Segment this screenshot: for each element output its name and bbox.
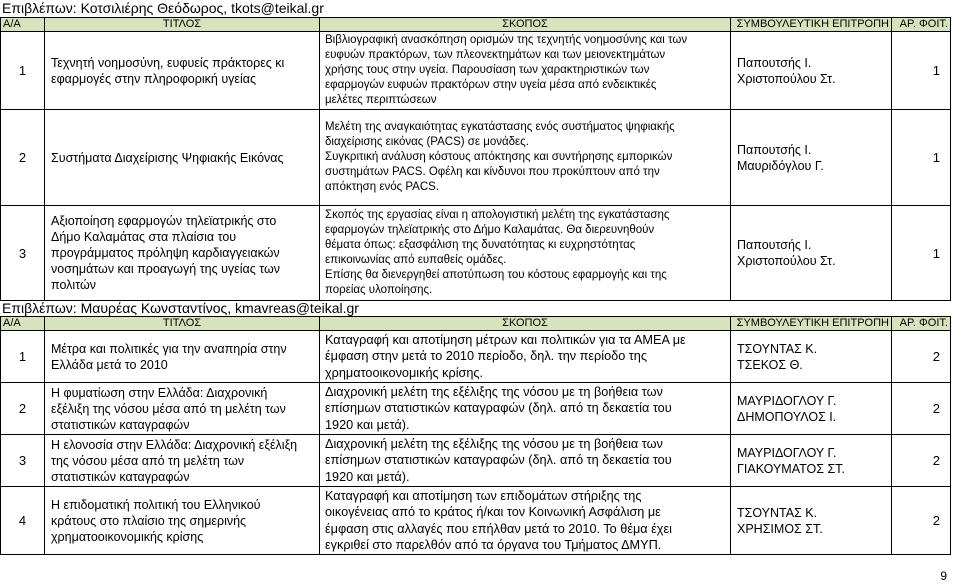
purpose-line: διαχείρισης εικόνας (PACS) σε μονάδες. <box>325 136 529 148</box>
thesis-title <box>45 383 320 435</box>
committee-line: Χριστοπούλου Στ. <box>737 71 836 86</box>
table-row <box>1 383 951 435</box>
header-count: ΑΡ. ΦΟΙΤ. <box>892 18 951 32</box>
thesis-purpose <box>320 487 731 555</box>
table-row <box>1 206 951 301</box>
purpose-line: Διαχρονική μελέτη της εξέλιξης της νόσου με τη βοήθεια των <box>325 437 663 452</box>
committee-line: ΤΣΟΥΝΤΑΣ Κ. <box>737 341 818 356</box>
purpose-line: Διαχρονική μελέτη της εξέλιξης της νόσου με τη βοήθεια των <box>325 385 663 400</box>
student-count: 2 <box>892 331 951 383</box>
purpose-line: Βιβλιογραφική ανασκόπηση ορισμών της τεχνητής νοημοσύνης και των <box>325 34 688 46</box>
table-header <box>1 18 951 32</box>
row-number: 1 <box>1 32 45 110</box>
purpose-line: συστημάτων PACS. Οφέλη και κίνδυνοι που προκύπτουν από την <box>325 166 660 178</box>
committee-line: ΧΡΗΣΙΜΟΣ ΣΤ. <box>737 521 823 536</box>
student-count: 1 <box>892 32 951 110</box>
advisory-committee <box>731 383 892 435</box>
title-line: νοσημάτων και προαγωγή της υγείας των <box>51 262 281 276</box>
thesis-purpose <box>320 383 731 435</box>
committee-line: Μαυριδόγλου Γ. <box>737 158 824 173</box>
table-row <box>1 487 951 555</box>
committee-line: Χριστοπούλου Στ. <box>737 254 836 268</box>
advisory-committee <box>731 110 892 206</box>
committee-line: ΜΑΥΡΙΔΟΓΛΟΥ Γ. <box>737 393 837 408</box>
header-purpose: ΣΚΟΠΟΣ <box>320 317 731 331</box>
advisory-committee <box>731 435 892 487</box>
title-line: στατιστικών καταγραφών <box>51 417 190 432</box>
purpose-line: έμφαση στις αλλαγές που επήλθαν μετά το 2010. Το θέμα έχει <box>325 521 672 536</box>
purpose-line: θέματα όπως: εξασφάλιση της δυνατότητας κι ευχρηστότητας <box>325 239 636 251</box>
rows-1 <box>1 32 951 301</box>
purpose-line: χρηματοοικονομικής κρίσης. <box>325 365 484 380</box>
table-row <box>1 435 951 487</box>
row-number: 3 <box>1 206 45 301</box>
title-line: κράτους στο πλαίσιο της σημερινής <box>51 513 247 528</box>
purpose-line: εγκριθεί στο παρελθόν από τα όργανα του Τμήματος ΔΜΥΠ. <box>325 537 662 552</box>
thesis-title <box>45 331 320 383</box>
header-count: ΑΡ. ΦΟΙΤ. <box>892 317 951 331</box>
advisory-committee <box>731 32 892 110</box>
header-committee: ΣΥΜΒΟΥΛΕΥΤΙΚΗ ΕΠΙΤΡΟΠΗ <box>731 317 892 331</box>
title-line: της νόσου μέσα από τη μελέτη των <box>51 453 245 468</box>
title-line: Η φυματίωση στην Ελλάδα: Διαχρονική <box>51 385 268 400</box>
thesis-title <box>45 110 320 206</box>
committee-line: ΔΗΜΟΠΟΥΛΟΣ Ι. <box>737 409 837 424</box>
thesis-title <box>45 435 320 487</box>
header-title: ΤΙΤΛΟΣ <box>45 18 320 32</box>
purpose-line: εφαρμογών τηλεϊατρικής στο Δήμο Καλαμάτας. Θα διερευνηθούν <box>325 224 655 236</box>
purpose-line: απόκτηση ενός PACS. <box>325 181 440 193</box>
purpose-line: Σκοπός της εργασίας είναι η απολογιστική μελέτη της εγκατάστασης <box>325 209 670 221</box>
purpose-line: Επίσης θα διενεργηθεί αποτύπωση του κόστους εφαρμογής και της <box>325 269 667 281</box>
title-line: στατιστικών καταγραφών <box>51 469 190 484</box>
committee-line: Παπουτσής Ι. <box>737 238 812 252</box>
thesis-title <box>45 32 320 110</box>
purpose-line: επικοινωνίας από ευπαθείς ομάδες. <box>325 254 507 266</box>
purpose-line: πορείας υλοποίησης. <box>325 284 433 296</box>
table-row <box>1 331 951 383</box>
committee-line: Παπουτσής Ι. <box>737 55 812 70</box>
committee-line: ΤΣΕΚΟΣ Θ. <box>737 357 803 372</box>
table-row <box>1 32 951 110</box>
thesis-purpose <box>320 32 731 110</box>
thesis-purpose <box>320 435 731 487</box>
purpose-line: ευφυών πρακτόρων, των πλεονεκτημάτων και των μειονεκτημάτων <box>325 49 666 61</box>
student-count: 1 <box>892 110 951 206</box>
title-line: εφαρμογές στην πληροφορική υγείας <box>51 71 257 86</box>
committee-line: ΜΑΥΡΙΔΟΓΛΟΥ Γ. <box>737 445 837 460</box>
table-row <box>1 110 951 206</box>
title-line: χρηματοοικονομικής κρίσης <box>51 529 204 544</box>
thesis-title <box>45 206 320 301</box>
supervisor-2: Επιβλέπων: Μαυρέας Κωνσταντίνος, kmavreas@teikal.gr <box>2 300 359 316</box>
thesis-purpose <box>320 206 731 301</box>
title-line: Αξιοποίηση εφαρμογών τηλεϊατρικής στο <box>51 214 277 228</box>
purpose-line: οικογένειας από το κράτος ή/και τον Κοινωνική Ασφάλιση με <box>325 505 661 520</box>
student-count: 2 <box>892 435 951 487</box>
rows-2 <box>1 331 951 555</box>
purpose-line: έμφαση στην μετά το 2010 περίοδο, δηλ. την περίοδο της <box>325 349 647 364</box>
row-number: 3 <box>1 435 45 487</box>
advisory-committee <box>731 487 892 555</box>
row-number: 2 <box>1 383 45 435</box>
title-line: πολιτών <box>51 278 96 292</box>
student-count: 2 <box>892 487 951 555</box>
row-number: 1 <box>1 331 45 383</box>
title-line: Μέτρα και πολιτικές για την αναπηρία στην <box>51 341 287 356</box>
student-count: 2 <box>892 383 951 435</box>
thesis-purpose <box>320 331 731 383</box>
header-title: ΤΙΤΛΟΣ <box>45 317 320 331</box>
title-line: εξέλιξη της νόσου μέσα από τη μελέτη των <box>51 401 286 416</box>
thesis-purpose <box>320 110 731 206</box>
committee-line: ΤΣΟΥΝΤΑΣ Κ. <box>737 505 818 520</box>
row-number: 2 <box>1 110 45 206</box>
purpose-line: 1920 και μετά). <box>325 417 410 432</box>
header-no: Α/Α <box>1 317 45 331</box>
title-line: Ελλάδα μετά το 2010 <box>51 357 168 372</box>
purpose-line: εφαρμογών ευφυών πρακτόρων στην υγεία μέσα από ενδεικτικές <box>325 79 657 91</box>
committee-line: ΓΙΑΚΟΥΜΑΤΟΣ ΣΤ. <box>737 461 845 476</box>
student-count: 1 <box>892 206 951 301</box>
header-purpose: ΣΚΟΠΟΣ <box>320 18 731 32</box>
purpose-line: Συγκριτική ανάλυση κόστους απόκτησης και συντήρησης εμπορικών <box>325 151 673 163</box>
title-line: Η επιδοματική πολιτική του Ελληνικού <box>51 497 261 512</box>
thesis-table-2 <box>0 316 951 555</box>
purpose-line: Καταγραφή και αποτίμηση μέτρων και πολιτικών για τα ΑΜΕΑ με <box>325 333 686 348</box>
purpose-line: Μελέτη της αναγκαιότητας εγκατάστασης ενός συστήματος ψηφιακής <box>325 121 675 133</box>
header-no: Α/Α <box>1 18 45 32</box>
title-line: Τεχνητή νοημοσύνη, ευφυείς πράκτορες κι <box>51 55 285 70</box>
supervisor-1: Επιβλέπων: Κοτσιλιέρης Θεόδωρος, tkots@teikal.gr <box>2 0 324 16</box>
purpose-line: επίσημων στατιστικών καταγραφών (δηλ. από τη δεκαετία του <box>325 401 672 416</box>
purpose-line: επίσημων στατιστικών καταγραφών (δηλ. από τη δεκαετία του <box>325 453 672 468</box>
title-line: Δήμο Καλαμάτας στα πλαίσια του <box>51 230 237 244</box>
thesis-table-1 <box>0 17 951 301</box>
row-number: 4 <box>1 487 45 555</box>
advisory-committee <box>731 331 892 383</box>
purpose-line: χρήσης τους στην υγεία. Παρουσίαση των χαρακτηριστικών των <box>325 64 650 76</box>
page-number: 9 <box>940 569 947 583</box>
title-line: Συστήματα Διαχείρισης Ψηφιακής Εικόνας <box>51 150 284 165</box>
purpose-line: Καταγραφή και αποτίμηση των επιδομάτων στήριξης της <box>325 489 642 504</box>
table-header <box>1 317 951 331</box>
purpose-line: μελέτες περιπτώσεων <box>325 94 437 106</box>
committee-line: Παπουτσής Ι. <box>737 142 812 157</box>
title-line: προγράμματος πρόληψη καρδιαγγειακών <box>51 246 280 260</box>
title-line: Η ελονοσία στην Ελλάδα: Διαχρονική εξέλιξη <box>51 437 298 452</box>
thesis-title <box>45 487 320 555</box>
header-committee: ΣΥΜΒΟΥΛΕΥΤΙΚΗ ΕΠΙΤΡΟΠΗ <box>731 18 892 32</box>
purpose-line: 1920 και μετά). <box>325 469 410 484</box>
advisory-committee <box>731 206 892 301</box>
